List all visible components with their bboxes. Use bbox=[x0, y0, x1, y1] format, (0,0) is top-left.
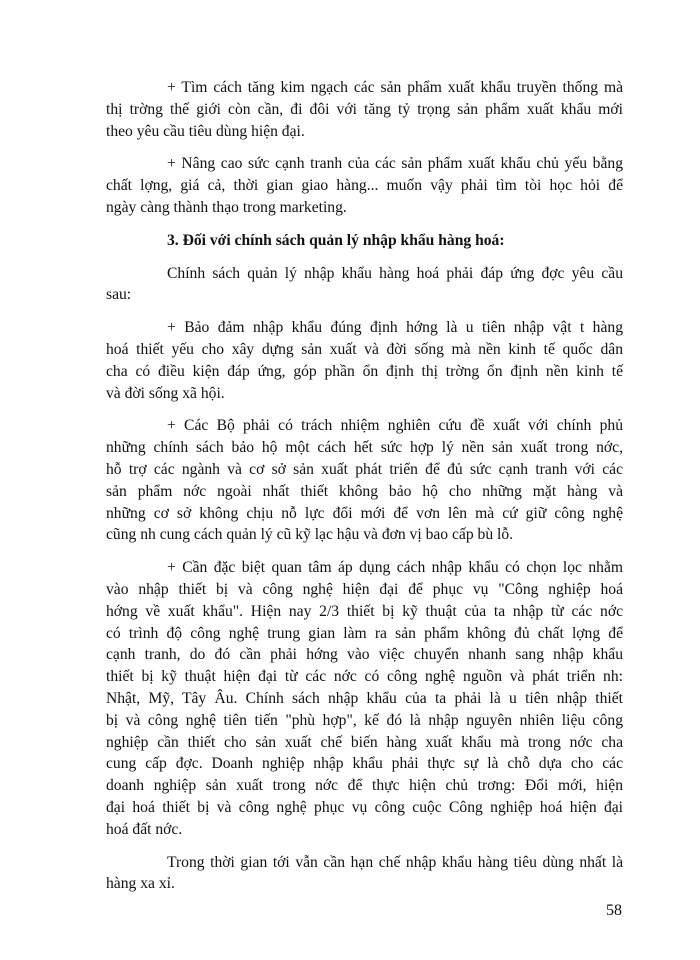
text-line: hỗ trợ các ngành và cơ sở sản xuất phát triển để đủ sức cạnh tranh với các bbox=[106, 460, 623, 478]
text-line: Trong thời gian tới vẫn cần hạn chế nhập khẩu hàng tiêu dùng nhất là bbox=[167, 853, 623, 871]
text-line: Nhật, Mỹ, Tây Âu. Chính sách nhập khẩu của ta phải là u tiên nhập thiết bbox=[106, 689, 623, 707]
text-line: hàng xa xỉ. bbox=[106, 875, 175, 893]
text-line: sau: bbox=[106, 286, 132, 304]
text-line: bị và công nghệ tiên tiến "phù hợp", kế đó là nhập nguyên nhiên liệu công bbox=[106, 711, 623, 729]
paragraph bbox=[106, 317, 623, 404]
text-line: và đời sống xã hội. bbox=[106, 384, 225, 402]
text-line: + Các Bộ phải có trách nhiệm nghiên cứu đề xuất với chính phủ bbox=[167, 417, 623, 435]
text-line: cạnh tranh, do đó cần phải hớng vào việc chuyển nhanh sang nhập khẩu bbox=[106, 646, 623, 664]
text-line: đại hoá thiết bị và công nghệ phục vụ công cuộc Công nghiệp hoá hiện đại bbox=[106, 798, 623, 816]
text-line: + Cần đặc biệt quan tâm áp dụng cách nhập khẩu có chọn lọc nhằm bbox=[167, 559, 623, 577]
text-line: ngày càng thành thạo trong marketing. bbox=[106, 198, 347, 216]
page-number: 58 bbox=[606, 902, 622, 919]
paragraph bbox=[106, 852, 623, 896]
paragraph bbox=[106, 153, 623, 218]
text-line: những chính sách bảo hộ một cách hết sức hợp lý nền sản xuất trong nớc, bbox=[106, 439, 623, 457]
text-line: theo yêu cầu tiêu dùng hiện đại. bbox=[106, 122, 305, 140]
text-line: Chính sách quản lý nhập khẩu hàng hoá phải đáp ứng đợc yêu cầu bbox=[167, 264, 623, 282]
paragraph bbox=[106, 263, 623, 307]
text-line: + Nâng cao sức cạnh tranh của các sản phẩm xuất khẩu chủ yếu bằng bbox=[167, 155, 623, 173]
text-line: thị trờng thế giới còn cần, đi đôi với tăng tỷ trọng sản phẩm xuất khẩu mới bbox=[106, 100, 623, 118]
text-line: doanh nghiệp sản xuất trong nớc để thực hiện chủ trơng: Đổi mới, hiện bbox=[106, 777, 623, 795]
text-line: vào nhập thiết bị và công nghệ hiện đại để phục vụ "Công nghiệp hoá bbox=[106, 580, 623, 598]
text-line: chất lợng, giá cả, thời gian giao hàng... muốn vậy phải tìm tòi học hỏi để bbox=[106, 177, 623, 195]
text-line: cũng nh cung cách quản lý cũ kỹ lạc hậu và đơn vị bao cấp bù lỗ. bbox=[106, 526, 514, 544]
text-line: cha có điều kiện đáp ứng, góp phần ổn định thị trờng ổn định nền kinh tế bbox=[106, 362, 623, 380]
text-line: + Tìm cách tăng kim ngạch các sản phẩm xuất khẩu truyền thống mà bbox=[167, 79, 623, 96]
text-line: hoá đất nớc. bbox=[106, 820, 183, 838]
document-body bbox=[106, 77, 623, 906]
text-line: có trình độ công nghệ trung gian làm ra sản phẩm không đủ chất lợng để bbox=[106, 624, 623, 642]
text-line: hoá thiết yếu cho xây dựng sản xuất và đời sống mà nền kinh tế quốc dân bbox=[106, 340, 623, 358]
text-line: sản phẩm nớc ngoài nhất thiết không bảo hộ cho những mặt hàng và bbox=[106, 482, 623, 500]
paragraph bbox=[106, 77, 623, 142]
paragraph bbox=[106, 557, 623, 840]
text-line: + Bảo đảm nhập khẩu đúng định hớng là u tiên nhập vật t hàng bbox=[167, 319, 623, 337]
paragraph bbox=[106, 415, 623, 546]
text-line: nghiệp cần thiết cho sản xuất chế biến hàng xuất khẩu mà trong nớc cha bbox=[106, 733, 623, 751]
text-line: hớng về xuất khẩu". Hiện nay 2/3 thiết bị kỹ thuật của ta nhập từ các nớc bbox=[106, 602, 623, 620]
section-heading: 3. Đối với chính sách quản lý nhập khẩu hàng hoá: bbox=[167, 231, 505, 249]
text-line: những cơ sở không chịu nỗ lực đổi mới để vơn lên mà cứ giữ công nghệ bbox=[106, 504, 623, 522]
text-line: cung cấp đợc. Doanh nghiệp nhập khẩu phải thực sự là chỗ dựa cho các bbox=[106, 755, 623, 773]
text-line: thiết bị kỹ thuật hiện đại từ các nớc có công nghệ nguồn và phát triển nh: bbox=[106, 668, 623, 686]
